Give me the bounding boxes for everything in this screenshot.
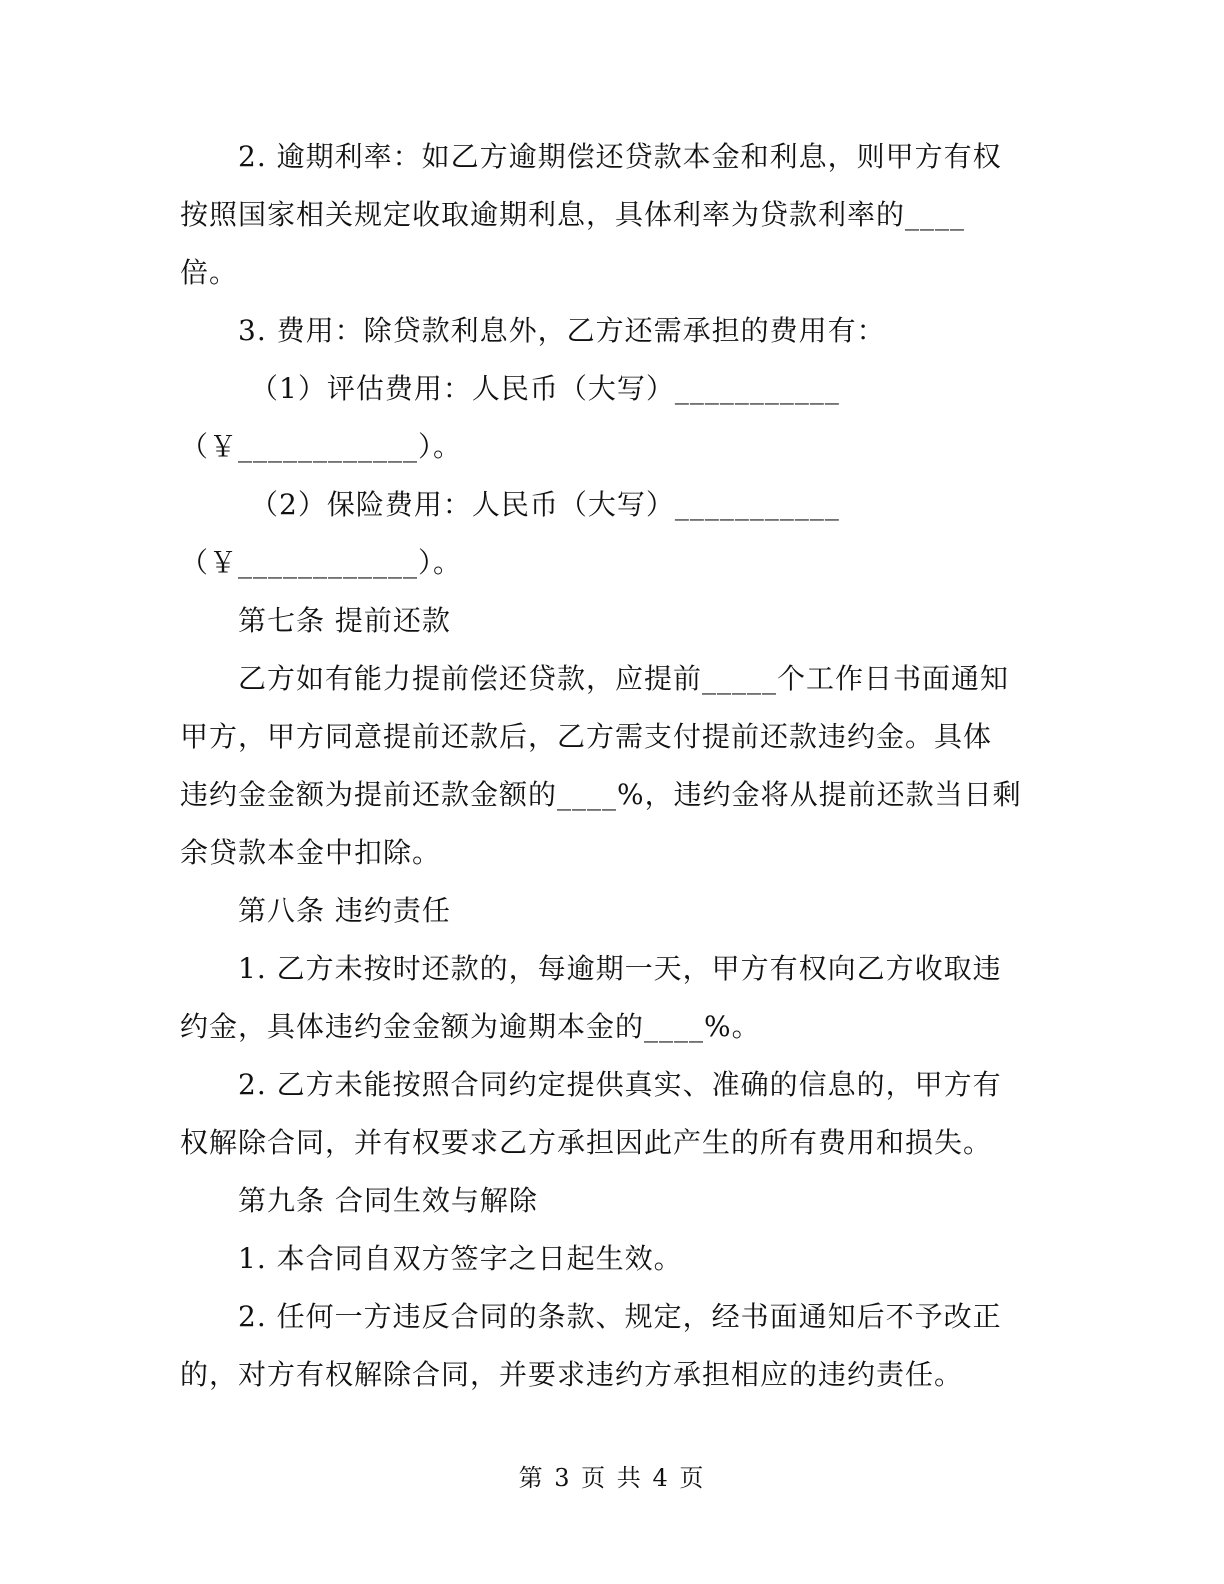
text-line: 按照国家相关规定收取逾期利息，具体利率为贷款利率的____: [180, 198, 966, 231]
section-heading: 第九条 合同生效与解除: [238, 1184, 538, 1217]
text-line: （￥____________）。: [180, 546, 463, 579]
text-line: 的，对方有权解除合同，并要求违约方承担相应的违约责任。: [180, 1358, 964, 1391]
text-line: （1）评估费用：人民币（大写）___________: [250, 372, 840, 405]
text-line: 甲方，甲方同意提前还款后，乙方需支付提前还款违约金。具体: [180, 720, 993, 753]
text-line: 倍。: [180, 256, 239, 289]
text-line: 乙方如有能力提前偿还贷款，应提前_____个工作日书面通知: [238, 662, 1010, 695]
text-line: 1. 乙方未按时还款的，每逾期一天，甲方有权向乙方收取违: [238, 952, 1002, 985]
section-heading: 第八条 违约责任: [238, 894, 451, 927]
text-line: 2. 任何一方违反合同的条款、规定，经书面通知后不予改正: [238, 1300, 1002, 1333]
text-line: 约金，具体违约金金额为逾期本金的____%。: [180, 1010, 761, 1043]
page-number-footer: 第 3 页 共 4 页: [518, 1464, 706, 1492]
text-line: （2）保险费用：人民币（大写）___________: [250, 488, 840, 521]
text-line: 2. 乙方未能按照合同约定提供真实、准确的信息的，甲方有: [238, 1068, 1002, 1101]
text-line: 余贷款本金中扣除。: [180, 836, 442, 869]
text-line: 违约金金额为提前还款金额的____%，违约金将从提前还款当日剩: [180, 778, 1022, 811]
text-line: （￥____________）。: [180, 430, 463, 463]
text-line: 1. 本合同自双方签字之日起生效。: [238, 1242, 683, 1275]
section-heading: 第七条 提前还款: [238, 604, 451, 637]
text-line: 3. 费用：除贷款利息外，乙方还需承担的费用有：: [238, 314, 886, 347]
document-body: [180, 128, 1030, 1404]
text-line: 权解除合同，并有权要求乙方承担因此产生的所有费用和损失。: [180, 1126, 993, 1159]
text-line: 2. 逾期利率：如乙方逾期偿还贷款本金和利息，则甲方有权: [238, 140, 1002, 173]
